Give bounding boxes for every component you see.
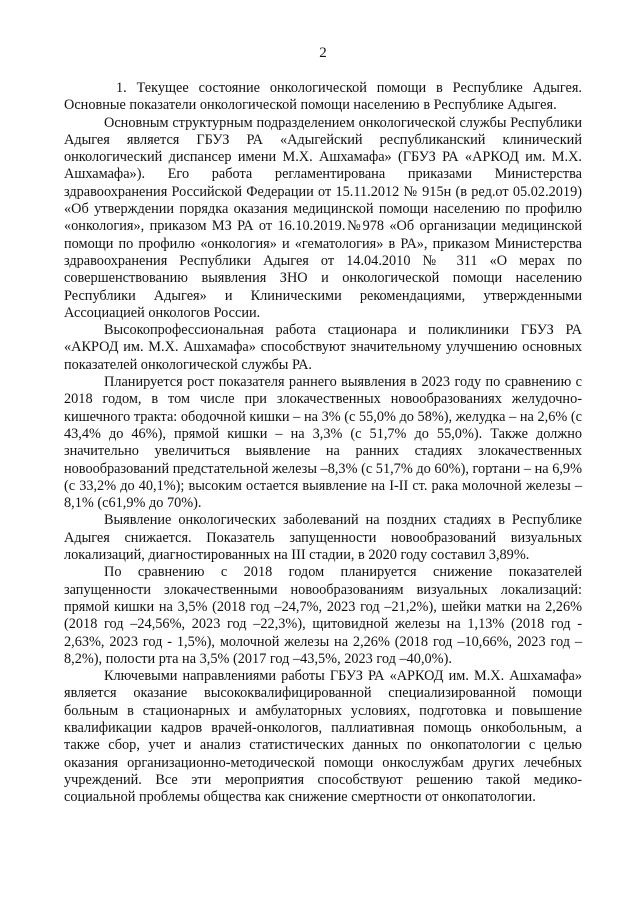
page-number: 2	[319, 45, 327, 61]
section-heading-paragraph: 1. Текущее состояние онкологической помощи в Республике Адыгея. Основные показатели онкологической помощи населению в Республике Адыгея.	[64, 80, 582, 114]
paragraph-early-detection: Планируется рост показателя раннего выявления в 2023 году по сравнению с 2018 годом, в том числе при злокачественных новообразованиях желудочно-кишечного тракта: ободочной кишки – на 3% (с 55,0% до 58%), желудка – на 2,6% (с 43,4% до 46%), прямой кишки – на 3,3% (с 51,7% до 55,0%). Также должно значительно увеличиться выявление на ранних стадиях злокачественных новообразований предстательной железы –8,3% (с 51,7% до 60%), гортани – на 6,9% (с 33,2% до 40,1%); высоким остается выявление на I-II ст. рака молочной железы –8,1% (с61,9% до 70%).	[64, 374, 582, 512]
paragraph-key-directions: Ключевыми направлениями работы ГБУЗ РА «АРКОД им. М.Х. Ашхамафа» является оказание высококвалифицированной специализированной помощи больным в стационарных и амбулаторных условиях, подготовка и повышение квалификации кадров врачей-онкологов, паллиативная помощь онкобольным, а также сбор, учет и анализ статистических данных по онкопатологии с целью оказания организационно-методической помощи онкослужбам других лечебных учреждений. Все эти мероприятия способствуют решению такой медико-социальной проблемы общества как снижение смертности от онкопатологии.	[64, 668, 582, 806]
paragraph-hospital-work: Высокопрофессиональная работа стационара и поликлиники ГБУЗ РА «АКРОД им. М.Х. Ашхамафа» способствуют значительному улучшению основных показателей онкологической службы РА.	[64, 322, 582, 373]
paragraph-oncology-service-structure: Основным структурным подразделением онкологической службы Республики Адыгея является ГБУЗ РА «Адыгейский республиканский клинический онкологический диспансер имени М.Х. Ашхамафа» (ГБУЗ РА «АРКОД им. М.Х. Ашхамафа»). Его работа регламентирована приказами Министерства здравоохранения Российской Федерации от 15.11.2012 № 915н (в ред.от 05.02.2019) «Об утверждении порядка оказания медицинской помощи населению по профилю «онкология», приказом МЗ РА от 16.10.2019.№978 «Об организации медицинской помощи по профилю «онкология» и «гематология» в РА», приказом Министерства здравоохранения Республики Адыгея от 14.04.2010 № 311 «О мерах по совершенствованию выявления ЗНО и онкологической помощи населению Республики Адыгея» и Клиническими рекомендациями, утвержденными Ассоциацией онкологов России.	[64, 114, 582, 321]
paragraph-neglect-reduction: По сравнению с 2018 годом планируется снижение показателей запущенности злокачественными новообразованиям визуальных локализаций: прямой кишки на 3,5% (2018 год –24,7%, 2023 год –21,2%), шейки матки на 2,26% (2018 год –24,56%, 2023 год –22,3%), щитовидной железы на 1,13% (2018 год - 2,63%, 2023 год - 1,5%), молочной железы на 2,26% (2018 год –10,66%, 2023 год –8,2%), полости рта на 3,5% (2017 год –43,5%, 2023 год –40,0%).	[64, 564, 582, 667]
document-page	[64, 0, 582, 905]
paragraph-late-stage-detection: Выявление онкологических заболеваний на поздних стадиях в Республике Адыгея снижается. Показатель запущенности новообразований визуальных локализаций, диагностированных на III стадии, в 2020 году составил 3,89%.	[64, 512, 582, 564]
document-body	[64, 80, 582, 806]
